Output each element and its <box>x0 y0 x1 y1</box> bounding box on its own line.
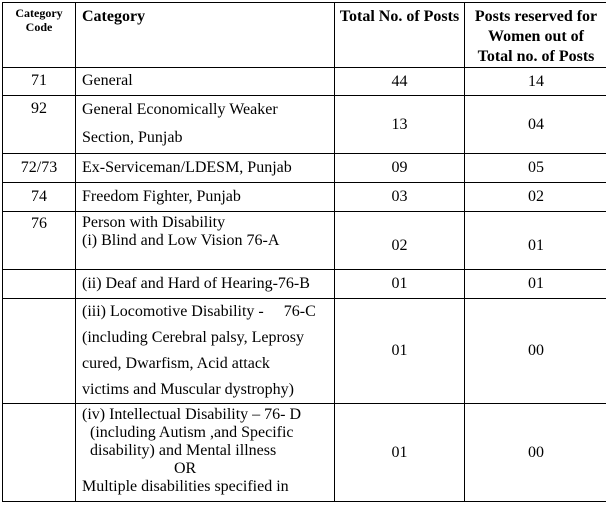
total-posts-cell: 02 <box>335 212 465 270</box>
category-line: (iv) Intellectual Disability – 76- D <box>82 406 302 423</box>
category-line: victims and Muscular dystrophy) <box>82 381 294 398</box>
category-cell: Freedom Fighter, Punjab <box>76 183 335 212</box>
total-posts-cell: 03 <box>335 183 465 212</box>
header-women-posts <box>465 3 606 68</box>
category-cell <box>76 212 335 270</box>
category-code-cell: 74 <box>3 183 76 212</box>
header-code-line: Code <box>25 20 53 34</box>
women-posts-cell: 04 <box>465 96 606 154</box>
category-cell <box>76 96 335 154</box>
category-cell: (ii) Deaf and Hard of Hearing-76-B <box>76 270 335 299</box>
women-posts-cell: 00 <box>465 299 606 404</box>
header-code-line: Category <box>15 6 63 20</box>
header-category: Category <box>76 3 335 68</box>
category-line: disability) and Mental illness <box>90 442 277 459</box>
category-line: OR <box>174 460 197 477</box>
category-code-cell: 92 <box>3 96 76 154</box>
category-code-cell <box>3 270 76 299</box>
table-row <box>3 299 606 404</box>
category-code-cell: 71 <box>3 68 76 96</box>
category-line: Multiple disabilities specified in <box>82 478 289 495</box>
total-posts-cell: 44 <box>335 68 465 96</box>
total-posts-cell: 01 <box>335 299 465 404</box>
women-posts-cell: 14 <box>465 68 606 96</box>
category-line: (including Cerebral palsy, Leprosy <box>82 329 305 346</box>
women-posts-cell: 05 <box>465 154 606 183</box>
total-posts-cell: 01 <box>335 404 465 502</box>
category-line: cured, Dwarfism, Acid attack <box>82 355 270 372</box>
table-row <box>3 404 606 502</box>
table-row <box>3 68 606 96</box>
category-cell: Ex-Serviceman/LDESM, Punjab <box>76 154 335 183</box>
category-cell: General <box>76 68 335 96</box>
category-line: (i) Blind and Low Vision 76-A <box>82 232 280 249</box>
table-row <box>3 96 606 154</box>
category-code-cell <box>3 404 76 502</box>
category-code-cell: 72/73 <box>3 154 76 183</box>
category-cell <box>76 404 335 502</box>
category-code-cell: 76 <box>3 212 76 270</box>
total-posts-cell: 09 <box>335 154 465 183</box>
total-posts-cell: 13 <box>335 96 465 154</box>
women-posts-cell: 00 <box>465 404 606 502</box>
total-posts-cell: 01 <box>335 270 465 299</box>
women-posts-cell: 02 <box>465 183 606 212</box>
header-women-line: Total no. of Posts <box>477 48 595 65</box>
category-cell <box>76 299 335 404</box>
table-header-row <box>3 3 606 68</box>
header-total-posts: Total No. of Posts <box>335 3 465 68</box>
women-posts-cell: 01 <box>465 270 606 299</box>
women-posts-cell: 01 <box>465 212 606 270</box>
header-women-line: Women out of <box>488 28 584 45</box>
category-line: General Economically Weaker <box>82 101 278 118</box>
table-row <box>3 154 606 183</box>
header-women-line: Posts reserved for <box>474 8 598 25</box>
category-line: Person with Disability <box>82 214 226 231</box>
category-line: (including Autism ,and Specific <box>90 424 294 441</box>
category-code-cell <box>3 299 76 404</box>
category-line: Section, Punjab <box>82 129 183 146</box>
table-row <box>3 183 606 212</box>
table-row <box>3 212 606 270</box>
table-row <box>3 270 606 299</box>
posts-table <box>2 2 606 502</box>
header-category-code <box>3 3 76 68</box>
category-line: (iii) Locomotive Disability - 76-C <box>82 303 316 320</box>
